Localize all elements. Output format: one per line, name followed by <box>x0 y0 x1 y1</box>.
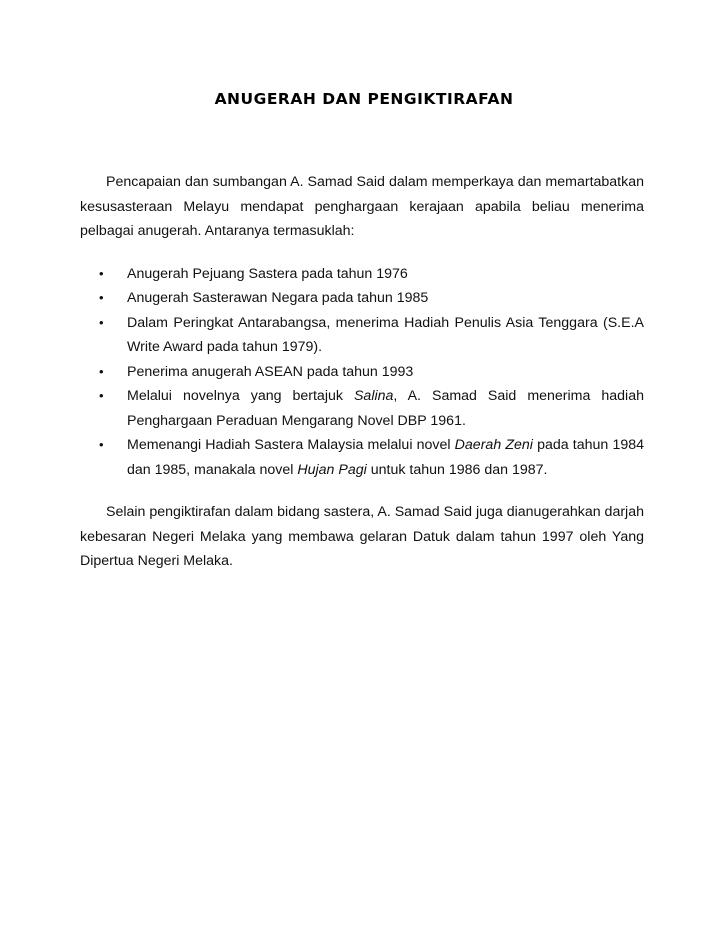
list-item-text: Dalam Peringkat Antarabangsa, menerima Hadiah Penulis Asia Tenggara (S.E.A Write Award pada tahun 1979). <box>127 314 644 355</box>
list-item-text: , A. Samad Said menerima hadiah Penghargaan Peraduan Mengarang Novel DBP 1961. <box>127 388 644 429</box>
list-item <box>99 311 644 360</box>
bullet-icon: • <box>99 314 104 330</box>
bullet-icon: • <box>99 265 104 281</box>
list-item <box>99 433 645 482</box>
bullet-icon: • <box>99 437 104 452</box>
bullet-icon: • <box>99 388 104 403</box>
list-item-text: untuk tahun 1986 dan 1987. <box>366 461 548 478</box>
list-item-text: Anugerah Sasterawan Negara pada tahun 1985 <box>127 290 429 306</box>
intro-paragraph: Pencapaian dan sumbangan A. Samad Said dalam memperkaya dan memartabatkan kesusasteraan Melayu mendapat penghargaan kerajaan apabila beliau menerima pelbagai anugerah. Antaranya termasuklah: <box>80 174 644 239</box>
list-item-text: Memenangi Hadiah Sastera Malaysia melalui novel <box>127 437 455 453</box>
novel-title: Hujan Pagi <box>297 461 367 478</box>
closing-paragraph: Selain pengiktirafan dalam bidang sastera, A. Samad Said juga dianugerahkan darjah kebesaran Negeri Melaka yang membawa gelaran Datuk dalam tahun 1997 oleh Yang Dipertua Negeri Melaka. <box>80 504 644 569</box>
novel-title: Daerah Zeni <box>454 437 533 453</box>
list-item-text: Penerima anugerah ASEAN pada tahun 1993 <box>127 363 414 380</box>
page-title: ANUGERAH DAN PENGIKTIRAFAN <box>214 90 514 108</box>
list-item <box>99 384 644 433</box>
document-body <box>80 170 644 574</box>
list-item <box>99 262 644 287</box>
list-item-text: Melalui novelnya yang bertajuk <box>127 388 354 404</box>
novel-title: Salina <box>353 388 394 404</box>
list-item-text: pada tahun 1984 dan 1985, manakala novel <box>127 437 645 478</box>
bullet-icon: • <box>99 290 104 305</box>
awards-list <box>80 262 644 483</box>
bullet-icon: • <box>99 363 104 379</box>
list-item-text: Anugerah Pejuang Sastera pada tahun 1976 <box>127 265 408 282</box>
list-item <box>99 360 644 385</box>
list-item <box>99 286 644 311</box>
